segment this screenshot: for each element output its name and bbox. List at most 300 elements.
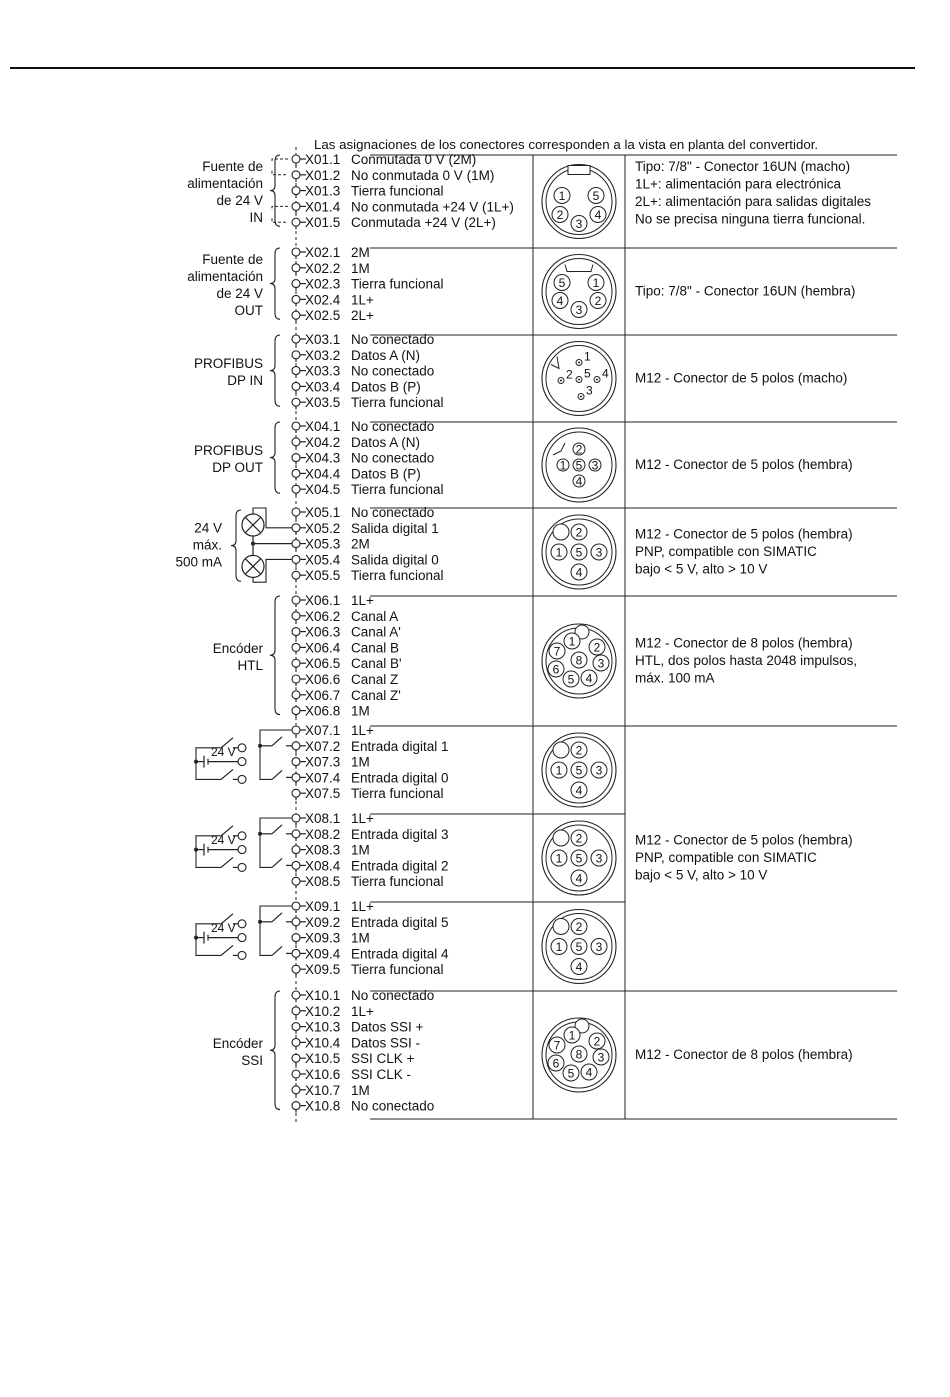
pin-number: 1 [555, 763, 563, 778]
pin-description: Canal B' [351, 656, 402, 672]
switch-blade [221, 945, 233, 955]
pin-number: 4 [575, 565, 583, 580]
pin-row [292, 521, 439, 536]
pin-description: Datos B (P) [351, 379, 421, 395]
group-label: máx. [192, 537, 222, 553]
wire [260, 818, 292, 867]
pin-id: X02.4 [305, 292, 341, 308]
connector-info-text: bajo < 5 V, alto > 10 V [635, 867, 768, 883]
pin-row [292, 915, 449, 930]
connector-info-text: PNP, compatible con SIMATIC [635, 544, 817, 559]
connector-block-x05 [175, 505, 852, 589]
connector-info-text: Tipo: 7/8" - Conector 16UN (macho) [635, 159, 851, 174]
group-label: 24 V [194, 520, 222, 536]
pin-terminal-icon [292, 628, 300, 636]
pin-terminal-icon [292, 902, 300, 910]
brace [270, 991, 280, 1110]
pin-id: X10.4 [305, 1035, 341, 1051]
connector-block-x04 [194, 419, 853, 502]
jumper-dashed [272, 206, 288, 210]
pin-row [292, 419, 434, 434]
group-label: alimentación [187, 269, 263, 285]
pin-id: X05.3 [305, 536, 341, 552]
pin-number: 5 [575, 545, 583, 560]
pin-contact-dot [596, 379, 598, 381]
pin-row [292, 1051, 415, 1066]
pin-id: X02.5 [305, 308, 341, 324]
pin-description: 2L+ [351, 308, 374, 324]
pin-description: Conmutada +24 V (2L+) [351, 215, 496, 231]
pin-number: 6 [552, 662, 560, 677]
terminal-icon [238, 920, 246, 928]
brace [270, 422, 280, 493]
connector-info-text: PNP, compatible con SIMATIC [635, 850, 817, 865]
pin-row [292, 609, 398, 624]
pin-row [292, 988, 434, 1003]
pin-description: Tierra funcional [351, 276, 444, 292]
pin-row [292, 277, 444, 292]
pin-id: X09.2 [305, 914, 341, 930]
pin-id: X01.2 [305, 167, 341, 183]
pin-id: X04.1 [305, 419, 341, 434]
pin-number: 1 [555, 851, 563, 866]
pin-terminal-icon [292, 675, 300, 683]
pin-id: X10.5 [305, 1051, 341, 1067]
group-label: de 24 V [216, 193, 263, 209]
connector-info-text: Tipo: 7/8" - Conector 16UN (hembra) [635, 283, 856, 299]
pin-row [292, 152, 476, 167]
pin-description: Entrada digital 2 [351, 858, 449, 874]
pin-terminal-icon [292, 311, 300, 319]
pin-row [292, 931, 370, 946]
pin-number: 1 [558, 188, 566, 203]
pin-number: 8 [575, 1047, 583, 1062]
pin-row [292, 786, 444, 801]
pin-description: 2M [351, 245, 370, 260]
group-label: Encóder [212, 1035, 263, 1051]
pin-description: Canal A [351, 608, 399, 624]
pin-description: No conectado [351, 419, 435, 434]
switch-blade [272, 946, 282, 955]
pin-number: 1 [568, 634, 576, 649]
pin-number: 4 [585, 1065, 593, 1080]
pin-row [292, 245, 370, 260]
pin-description: Salida digital 1 [351, 520, 439, 536]
terminal-icon [238, 775, 246, 783]
pin-id: X01.3 [305, 183, 341, 199]
pin-description: 1L+ [351, 899, 374, 914]
pin-number: 3 [586, 383, 593, 398]
pin-terminal-icon [292, 861, 300, 869]
pin-id: X04.3 [305, 450, 341, 466]
pin-id: X04.2 [305, 434, 341, 450]
group-label: Encóder [212, 640, 263, 656]
pin-row [292, 770, 449, 785]
pin-number: 4 [575, 783, 583, 798]
jumper-dashed [272, 171, 288, 175]
switch-blade [272, 770, 282, 779]
pin-number: 3 [575, 302, 583, 317]
jumper-dashed [272, 218, 288, 222]
pin-number: 4 [556, 293, 564, 308]
pin-terminal-icon [292, 691, 300, 699]
pin-description: Datos A (N) [351, 434, 421, 450]
pin-description: Datos SSI - [351, 1035, 421, 1051]
pin-terminal-icon [292, 248, 300, 256]
pin-id: X10.1 [305, 988, 341, 1003]
pin-number: 3 [575, 216, 583, 231]
pin-terminal-icon [292, 367, 300, 375]
connector-info-text: HTL, dos polos hasta 2048 impulsos, [635, 653, 858, 668]
connector-info-text: bajo < 5 V, alto > 10 V [635, 561, 768, 577]
pin-number: 6 [552, 1056, 560, 1071]
pin-description: Entrada digital 4 [351, 946, 449, 962]
connector-key [568, 166, 590, 175]
pin-terminal-icon [292, 524, 300, 532]
connector-block-x03 [194, 332, 847, 416]
pin-id: X10.8 [305, 1098, 341, 1114]
pin-number: 3 [591, 458, 599, 473]
pin-row [292, 215, 496, 230]
connector-key [553, 524, 569, 540]
group-label: DP OUT [212, 460, 263, 476]
pin-description: 1L+ [351, 593, 374, 608]
pin-id: X05.2 [305, 520, 341, 536]
brace [231, 510, 241, 581]
pin-description: Tierra funcional [351, 183, 444, 199]
pin-row [292, 364, 434, 379]
group-label: SSI [241, 1052, 263, 1068]
terminal-icon [238, 951, 246, 959]
group-label: IN [249, 210, 263, 226]
pin-row [292, 1099, 434, 1114]
pin-row [292, 435, 420, 450]
pin-number: 1 [555, 545, 563, 560]
pin-terminal-icon [292, 1023, 300, 1031]
pin-id: X04.4 [305, 466, 341, 482]
group-label: alimentación [187, 176, 263, 192]
pin-description: No conmutada +24 V (1L+) [351, 199, 514, 215]
brace [270, 248, 280, 319]
pin-contact-dot [578, 379, 580, 381]
pin-terminal-icon [292, 438, 300, 446]
terminal-icon [238, 934, 246, 942]
pin-row [292, 811, 374, 826]
pin-id: X01.5 [305, 215, 341, 231]
pin-terminal-icon [292, 454, 300, 462]
pin-number: 2 [575, 442, 583, 457]
pin-terminal-icon [292, 171, 300, 179]
pin-description: 1M [351, 754, 370, 770]
group-label: 500 mA [175, 554, 222, 570]
pin-terminal-icon [292, 280, 300, 288]
group-label: PROFIBUS [193, 443, 263, 459]
pin-terminal-icon [292, 742, 300, 750]
brace [270, 155, 280, 226]
pin-number: 4 [594, 207, 602, 222]
pin-description: 1L+ [351, 723, 374, 738]
terminal-icon [238, 846, 246, 854]
pin-number: 4 [575, 474, 583, 489]
pin-row [292, 184, 444, 199]
pin-number: 2 [594, 293, 602, 308]
pin-terminal-icon [292, 934, 300, 942]
pin-number: 1 [555, 939, 563, 954]
pin-terminal-icon [292, 351, 300, 359]
pin-description: 1M [351, 1082, 370, 1098]
pin-description: No conectado [351, 332, 435, 347]
pin-id: X06.4 [305, 640, 341, 656]
pin-description: 2M [351, 536, 370, 552]
pin-number: 5 [558, 275, 566, 290]
pin-terminal-icon [292, 991, 300, 999]
pin-terminal-icon [292, 965, 300, 973]
pin-id: X07.5 [305, 786, 341, 802]
pin-number: 4 [602, 366, 609, 381]
pin-terminal-icon [292, 571, 300, 579]
pin-terminal-icon [292, 758, 300, 766]
pin-id: X04.5 [305, 482, 341, 498]
diagram-caption: Las asignaciones de los conectores corresponden a la vista en planta del convertidor. [314, 137, 819, 152]
pin-id: X05.5 [305, 568, 341, 584]
pin-id: X07.3 [305, 754, 341, 770]
pin-description: No conectado [351, 1098, 435, 1114]
switch-blade [272, 825, 282, 834]
switch-blade [272, 913, 282, 922]
pin-id: X10.7 [305, 1082, 341, 1098]
pin-number: 2 [575, 831, 583, 846]
pin-number: 1 [584, 349, 591, 364]
pin-terminal-icon [292, 295, 300, 303]
pin-row [292, 843, 370, 858]
pin-id: X09.4 [305, 946, 341, 962]
pin-id: X10.2 [305, 1003, 341, 1019]
pin-row [292, 688, 401, 703]
pin-id: X08.5 [305, 874, 341, 890]
pin-id: X06.7 [305, 687, 341, 703]
pin-row [292, 755, 370, 770]
connector-info-text: máx. 100 mA [635, 670, 715, 686]
pin-id: X06.2 [305, 608, 341, 624]
pin-number: 5 [575, 851, 583, 866]
pin-terminal-icon [292, 555, 300, 563]
pin-number: 5 [584, 366, 591, 381]
pin-terminal-icon [292, 1007, 300, 1015]
connector-info-text: M12 - Conector de 5 polos (hembra) [635, 526, 853, 542]
pin-number: 7 [553, 644, 561, 659]
connector-key [565, 265, 593, 272]
pin-terminal-icon [292, 789, 300, 797]
pin-number: 1 [568, 1028, 576, 1043]
connector-info-text: M12 - Conector de 5 polos (macho) [635, 370, 848, 386]
pin-row [292, 379, 421, 394]
pin-number: 4 [575, 959, 583, 974]
pin-description: Tierra funcional [351, 874, 444, 890]
pin-id: X06.1 [305, 593, 341, 608]
connector-info-text: 2L+: alimentación para salidas digitales [635, 194, 872, 209]
pin-terminal-icon [292, 1070, 300, 1078]
pin-terminal-icon [292, 187, 300, 195]
pin-terminal-icon [292, 335, 300, 343]
pin-terminal-icon [292, 1038, 300, 1046]
group-label: DP IN [227, 373, 263, 389]
pin-row [292, 168, 494, 183]
connector-info-text: M12 - Conector de 8 polos (hembra) [635, 635, 853, 651]
pin-id: X01.1 [305, 152, 341, 167]
pin-description: 1M [351, 260, 370, 276]
pin-terminal-icon [292, 540, 300, 548]
pin-number: 2 [575, 743, 583, 758]
pin-description: No conectado [351, 363, 435, 379]
pin-row [292, 962, 444, 977]
group-label: HTL [237, 657, 263, 673]
pin-terminal-icon [292, 643, 300, 651]
pin-number: 2 [575, 919, 583, 934]
connector-info-text: 1L+: alimentación para electrónica [635, 176, 842, 192]
pin-description: Entrada digital 5 [351, 914, 449, 930]
pin-description: No conectado [351, 450, 435, 466]
pin-row [292, 827, 449, 842]
brace [270, 335, 280, 406]
pin-id: X09.5 [305, 962, 341, 978]
pin-terminal-icon [292, 707, 300, 715]
pin-row [292, 593, 374, 608]
pin-terminal-icon [292, 726, 300, 734]
pin-description: 1M [351, 842, 370, 858]
pin-row [292, 199, 514, 214]
switch-blade [272, 858, 282, 867]
switch-blade [272, 737, 282, 746]
pin-terminal-icon [292, 949, 300, 957]
pin-terminal-icon [292, 469, 300, 477]
pin-terminal-icon [292, 773, 300, 781]
pin-number: 3 [595, 763, 603, 778]
pin-terminal-icon [292, 422, 300, 430]
connector-block-x07 [194, 723, 616, 807]
pin-row [292, 537, 370, 552]
pin-terminal-icon [292, 264, 300, 272]
pin-row [292, 505, 434, 520]
pin-terminal-icon [292, 596, 300, 604]
pin-description: Tierra funcional [351, 482, 444, 498]
pin-number: 8 [575, 653, 583, 668]
pin-id: X05.4 [305, 552, 341, 568]
pin-id: X06.5 [305, 656, 341, 672]
pin-terminal-icon [292, 1086, 300, 1094]
connector-info-text: M12 - Conector de 8 polos (hembra) [635, 1047, 853, 1062]
pin-row [292, 1004, 374, 1019]
pin-description: Tierra funcional [351, 395, 444, 411]
pin-terminal-icon [292, 1054, 300, 1062]
pin-terminal-icon [292, 382, 300, 390]
pin-terminal-icon [292, 877, 300, 885]
pin-row [292, 292, 374, 307]
pin-description: Tierra funcional [351, 962, 444, 978]
pin-row [292, 946, 449, 961]
pin-number: 5 [567, 672, 575, 687]
connector-block-x09 [194, 899, 616, 984]
connector-info-text: M12 - Conector de 5 polos (hembra) [635, 457, 853, 472]
connector-block-x08 [194, 811, 853, 895]
pin-id: X07.2 [305, 738, 341, 754]
pin-id: X03.4 [305, 379, 341, 395]
pin-row [292, 552, 439, 567]
pin-row [292, 723, 374, 738]
pin-number: 1 [559, 458, 567, 473]
pin-row [292, 672, 398, 687]
pin-id: X08.1 [305, 811, 341, 826]
pin-number: 7 [553, 1038, 561, 1053]
connector-block-x06 [213, 593, 857, 719]
pin-terminal-icon [292, 202, 300, 210]
pin-row [292, 874, 444, 889]
connector-block-x01 [187, 152, 871, 239]
pin-id: X05.1 [305, 505, 341, 520]
pin-number: 4 [585, 671, 593, 686]
pin-number: 5 [575, 458, 583, 473]
group-label: PROFIBUS [193, 356, 263, 372]
pin-number: 3 [595, 939, 603, 954]
pin-description: 1L+ [351, 1003, 374, 1019]
pin-id: X03.2 [305, 347, 341, 363]
pin-id: X08.2 [305, 826, 341, 842]
pin-id: X03.5 [305, 395, 341, 411]
brace [270, 596, 280, 715]
terminal-icon [238, 758, 246, 766]
pin-row [292, 466, 421, 481]
terminal-icon [238, 863, 246, 871]
pin-description: Datos A (N) [351, 347, 421, 363]
pin-id: X10.3 [305, 1019, 341, 1035]
connector-key [551, 357, 559, 369]
pin-row [292, 704, 370, 719]
pin-row [292, 332, 434, 347]
pin-row [292, 482, 444, 497]
pin-terminal-icon [292, 830, 300, 838]
pin-description: 1L+ [351, 811, 374, 826]
pin-description: SSI CLK + [351, 1051, 415, 1067]
group-label: Fuente de [202, 159, 263, 175]
terminal-icon [238, 832, 246, 840]
pin-number: 3 [597, 656, 605, 671]
pin-id: X06.6 [305, 672, 341, 687]
pin-description: 1M [351, 930, 370, 946]
pin-id: X09.3 [305, 930, 341, 946]
pin-id: X08.3 [305, 842, 341, 858]
pin-row [292, 1035, 420, 1050]
terminal-icon [238, 744, 246, 752]
pin-row [292, 640, 399, 655]
pin-description: No conectado [351, 505, 435, 520]
switch-voltage-label: 24 V [211, 920, 236, 935]
pin-contact-dot [578, 362, 580, 364]
connector-block-x02 [187, 245, 855, 329]
pin-id: X03.3 [305, 363, 341, 379]
pin-description: SSI CLK - [351, 1067, 412, 1082]
connector-key [553, 919, 569, 935]
pin-number: 3 [595, 851, 603, 866]
pin-number: 2 [593, 640, 601, 655]
pin-contact-dot [560, 380, 562, 382]
pin-terminal-icon [292, 155, 300, 163]
pin-id: X01.4 [305, 199, 341, 215]
pin-number: 3 [595, 545, 603, 560]
pin-number: 1 [592, 275, 600, 290]
pin-number: 5 [575, 939, 583, 954]
pin-description: No conmutada 0 V (1M) [351, 167, 495, 183]
pin-id: X03.1 [305, 332, 341, 347]
pin-row [292, 899, 374, 914]
